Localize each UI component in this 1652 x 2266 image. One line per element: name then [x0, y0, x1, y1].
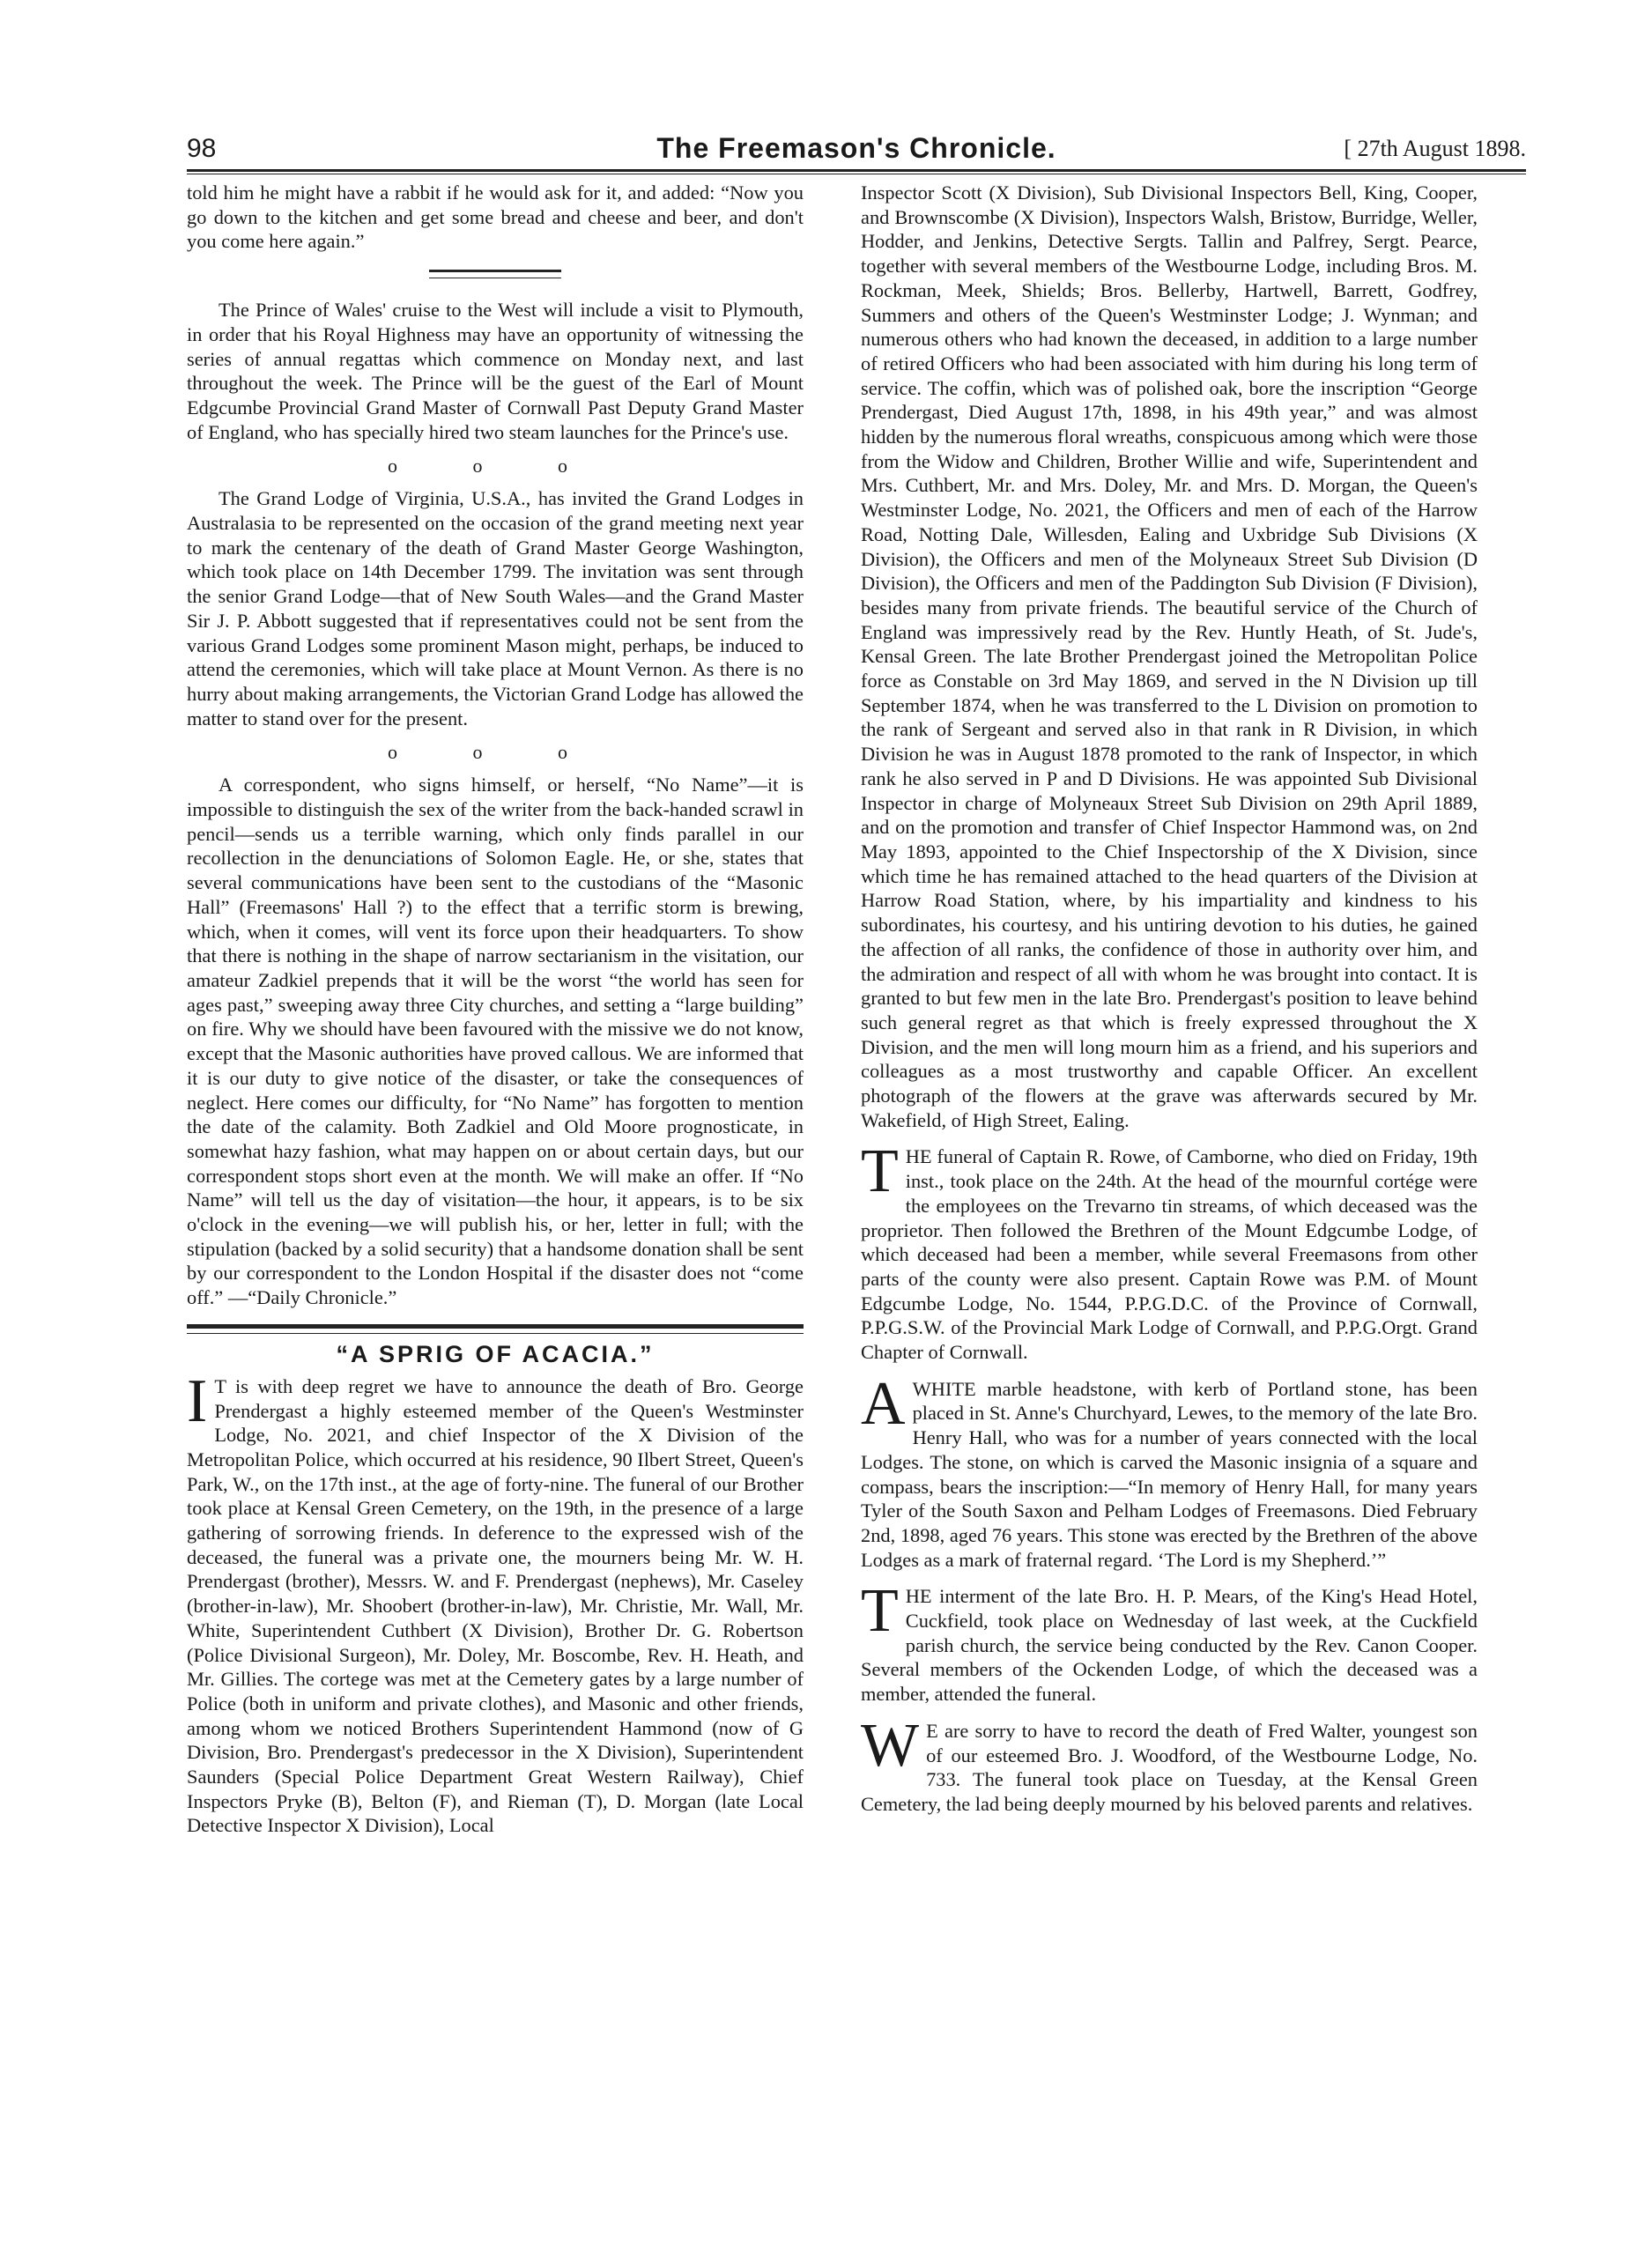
publication-title: The Freemason's Chronicle. [656, 132, 1056, 164]
left-column [187, 181, 804, 1838]
page-header [187, 132, 1526, 167]
article-fred-walter [861, 1711, 1478, 1817]
spacer [861, 1365, 1478, 1377]
drop-cap: W [861, 1711, 920, 1780]
page-number: 98 [187, 134, 217, 163]
article-prendergast-obituary [187, 1366, 804, 1838]
drop-cap: T [861, 1577, 899, 1646]
section-rule [187, 1324, 804, 1329]
article-text: HE funeral of Captain R. Rowe, of Camborne, who died on Friday, 19th inst., took place on the 24th. At the head of the mournful cortége were the employees on the Trevarno tin streams, of which deceased was the proprietor. Then followed the Brethren of the Mount Edgcumbe Lodge, of which deceased had been a member, while several Freemasons from other parts of the county were also present. Captain Rowe was P.M. of Mount Edgcumbe Lodge, No. 1544, P.P.G.D.C. of the Province of Cornwall, P.P.G.S.W. of the Provincial Mark Lodge of Cornwall, and P.P.G.Orgt. Grand Chapter of Cornwall. [861, 1145, 1478, 1364]
drop-cap: T [861, 1137, 899, 1206]
ornament-dots: o o o [388, 741, 603, 764]
spacer [861, 1572, 1478, 1584]
article-no-name-warning: A correspondent, who signs himself, or herself, “No Name”—it is impossible to distinguish the sex of the writer from the back-handed scrawl in pencil—sends us a terrible warning, which only finds parallel in our recollection in the denunciations of Solomon Eagle. He, or she, states that several communications have been sent to the custodians of the “Masonic Hall” (Freemasons' Hall ?) to the effect that a terrific storm is brewing, which, when it comes, will vent its force upon their headquarters. To show that there is nothing in the shape of narrow sectarianism in the visitation, our amateur Zadkiel prepends that it will be the worst “the world has seen for ages past,” sweeping away three City churches, and setting a “large building” on fire. Why we should have been favoured with the missive we do not know, except that the Masonic authorities have proved callous. We are informed that it is our duty to give notice of the disaster, or take the consequences of neglect. Here comes our difficulty, for “No Name” has forgotten to mention the date of the calamity. Both Zadkiel and Old Moore prognosticate, in somewhat hazy fashion, what may happen on or about certain days, but our correspondent stops short even at the month. We will make an offer. If “No Name” will tell us the day of visitation—the hour, it appears, is to be six o'clock in the evening—we will publish his, or her, letter in full; with the stipulation (backed by a solid security) that a handsome donation shall be sent by our correspondent to the London Hospital if the disaster does not “come off.” —“Daily Chronicle.” [187, 774, 804, 1309]
article-mears-interment [861, 1577, 1478, 1707]
article-text: HE interment of the late Bro. H. P. Mears, of the King's Head Hotel, Cuckfield, took place on Wednesday of last week, at the Cuckfield parish church, the service being conducted by the Rev. Canon Cooper. Several members of the Ockenden Lodge, of which the deceased was a member, attended the funeral. [861, 1585, 1478, 1706]
continued-paragraph: told him he might have a rabbit if he would ask for it, and added: “Now you go down to the kitchen and get some bread and cheese and beer, and don't you come here again.” [187, 181, 804, 253]
article-henry-hall-headstone [861, 1369, 1478, 1573]
article-captain-rowe [861, 1137, 1478, 1364]
drop-cap: I [187, 1366, 208, 1435]
article-grand-lodge-virginia: The Grand Lodge of Virginia, U.S.A., has invited the Grand Lodges in Australasia to be represented on the occasion of the grand meeting next year to mark the centenary of the death of Grand Master George Washington, which took place on 14th December 1799. The invitation was sent through the senior Grand Lodge—that of New South Wales—and the Grand Master Sir J. P. Abbott suggested that if representatives could not be sent from the various Grand Lodges some prominent Mason might, perhaps, be induced to attend the ceremonies, which will take place at Mount Vernon. As there is no hurry about making arrangements, the Victorian Grand Lodge has allowed the matter to stand over for the present. [187, 487, 804, 729]
article-text: T is with deep regret we have to announce the death of Bro. George Prendergast a highly esteemed member of the Queen's Westminster Lodge, No. 2021, and chief Inspector of the X Division of the Metropolitan Police, which occurred at his residence, 90 Ilbert Street, Queen's Park, W., on the 17th inst., at the age of forty-nine. The funeral of our Brother took place at Kensal Green Cemetery, on the 19th, in the presence of a large gathering of sorrowing friends. In deference to the expressed wish of the deceased, the funeral was a private one, the mourners being Mr. W. H. Prendergast (brother), Messrs. W. and F. Prendergast (nephews), Mr. Caseley (brother-in-law), Mr. Shoobert (brother-in-law), Mr. Christie, Mr. Wall, Mr. White, Superintendent Cuthbert (X Division), Brother Dr. G. Robertson (Police Divisional Surgeon), Mr. Doley, Mr. Boscombe, Rev. H. Heath, and Mr. Gillies. The cortege was met at the Cemetery gates by a large number of Police (both in uniform and private clothes), and Masonic and other friends, among whom we noticed Brothers Superintendent Hammond (now of G Division, Bro. Prendergast's predecessor in the X Division), Superintendent Saunders (Special Police Department Great Western Railway), Chief Inspectors Pryke (B), Belton (F), and Rieman (T), D. Morgan (late Local Detective Inspector X Division), Local [187, 1374, 804, 1837]
section-divider [429, 270, 561, 278]
right-column [861, 181, 1478, 1817]
article-text: E are sorry to have to record the death of Fred Walter, youngest son of our esteemed Bro. J. Woodford, of the Westbourne Lodge, No. 733. The funeral took place on Tuesday, at the Kensal Green Cemetery, the lad being deeply mourned by his beloved parents and relatives. [861, 1719, 1478, 1815]
ornament-dots: o o o [388, 455, 603, 478]
article-prendergast-continued: Inspector Scott (X Division), Sub Divisional Inspectors Bell, King, Cooper, and Brownscombe (X Division), Inspectors Walsh, Bristow, Burridge, Weller, Hodder, and Jenkins, Detective Sergts. Tallin and Palfrey, Sergt. Pearce, together with several members of the Westbourne Lodge, including Bros. M. Rockman, Meek, Shields; Bros. Bellerby, Hartwell, Barrett, Godfrey, Summers and others of the Queen's Westminster Lodge; J. Wynman; and numerous others who had known the deceased, in addition to a large number of retired Officers who had been associated with him during his long term of service. The coffin, which was of polished oak, bore the inscription “George Prendergast, Died August 17th, 1898, in his 49th year,” and was almost hidden by the numerous floral wreaths, conspicuous among which were those from the Widow and Children, Brother Willie and wife, Superintendent and Mrs. Cuthbert, Mr. and Mrs. Doley, Mr. and Mrs. D. Morgan, the Queen's Westminster Lodge, No. 2021, the Officers and men of each of the Harrow Road, Notting Dale, Willesden, Ealing and Uxbridge Sub Divisions (X Division), the Officers and men of the Molyneaux Street Sub Division (D Division), the Officers and men of the Paddington Sub Division (F Division), besides many from private friends. The beautiful service of the Church of England was impressively read by the Rev. Huntly Heath, of St. Jude's, Kensal Green. The late Brother Prendergast joined the Metropolitan Police force as Constable on 3rd May 1869, and served in the N Division up till September 1874, when he was transferred to the L Division on promotion to the rank of Sergeant and served also in that rank in R Division, in which Division he was in August 1878 promoted to the rank of Inspector, in which rank he also served in P and D Divisions. He was appointed Sub Divisional Inspector in charge of Molyneaux Street Sub Division on 29th April 1889, and on the promotion and transfer of Chief Inspector Hammond was, on 2nd May 1893, appointed to the Chief Inspectorship of the X Division, since which time he has remained attached to the head quarters of the Division at Harrow Road Station, where, by his impartiality and kindness to his subordinates, his courtesy, and his untiring devotion to his duties, he gained the affection of all ranks, the confidence of those in authority over him, and the admiration and respect of all with whom he was brought into contact. It is granted to but few men in the late Bro. Prendergast's position to leave behind such general regret as that which is freely expressed throughout the X Division, and the men will long mourn him as a friend, and his superiors and colleagues as a most trustworthy and capable Officer. An excellent photograph of the flowers at the grave was afterwards secured by Mr. Wakefield, of High Street, Ealing. [861, 181, 1478, 1131]
article-text: WHITE marble headstone, with kerb of Portland stone, has been placed in St. Anne's Churchyard, Lewes, to the memory of the late Bro. Henry Hall, who was for a number of years connected with the local Lodges. The stone, on which is carved the Masonic insignia of a square and compass, bears the inscription:—“In memory of Henry Hall, for many years Tyler of the South Saxon and Pelham Lodges of Freemasons. Died February 2nd, 1898, aged 76 years. This stone was erected by the Brethren of the above Lodges as a mark of fraternal regard. ‘The Lord is my Shepherd.’” [861, 1377, 1478, 1571]
drop-cap: A [861, 1369, 906, 1438]
headline-sprig-of-acacia: “A SPRIG OF ACACIA.” [336, 1340, 655, 1367]
spacer [861, 1707, 1478, 1719]
article-prince-of-wales: The Prince of Wales' cruise to the West will include a visit to Plymouth, in order that his Royal Highness may have an opportunity of witnessing the series of annual regattas which commence on Monday next, and last throughout the week. The Prince will be the guest of the Earl of Mount Edgcumbe Provincial Grand Master of Cornwall Past Deputy Grand Master of England, who has specially hired two steam launches for the Prince's use. [187, 299, 804, 443]
section-rule-thin [187, 1333, 804, 1334]
header-rule [187, 169, 1526, 174]
issue-date: [ 27th August 1898. [1344, 136, 1526, 161]
spacer [861, 1132, 1478, 1144]
